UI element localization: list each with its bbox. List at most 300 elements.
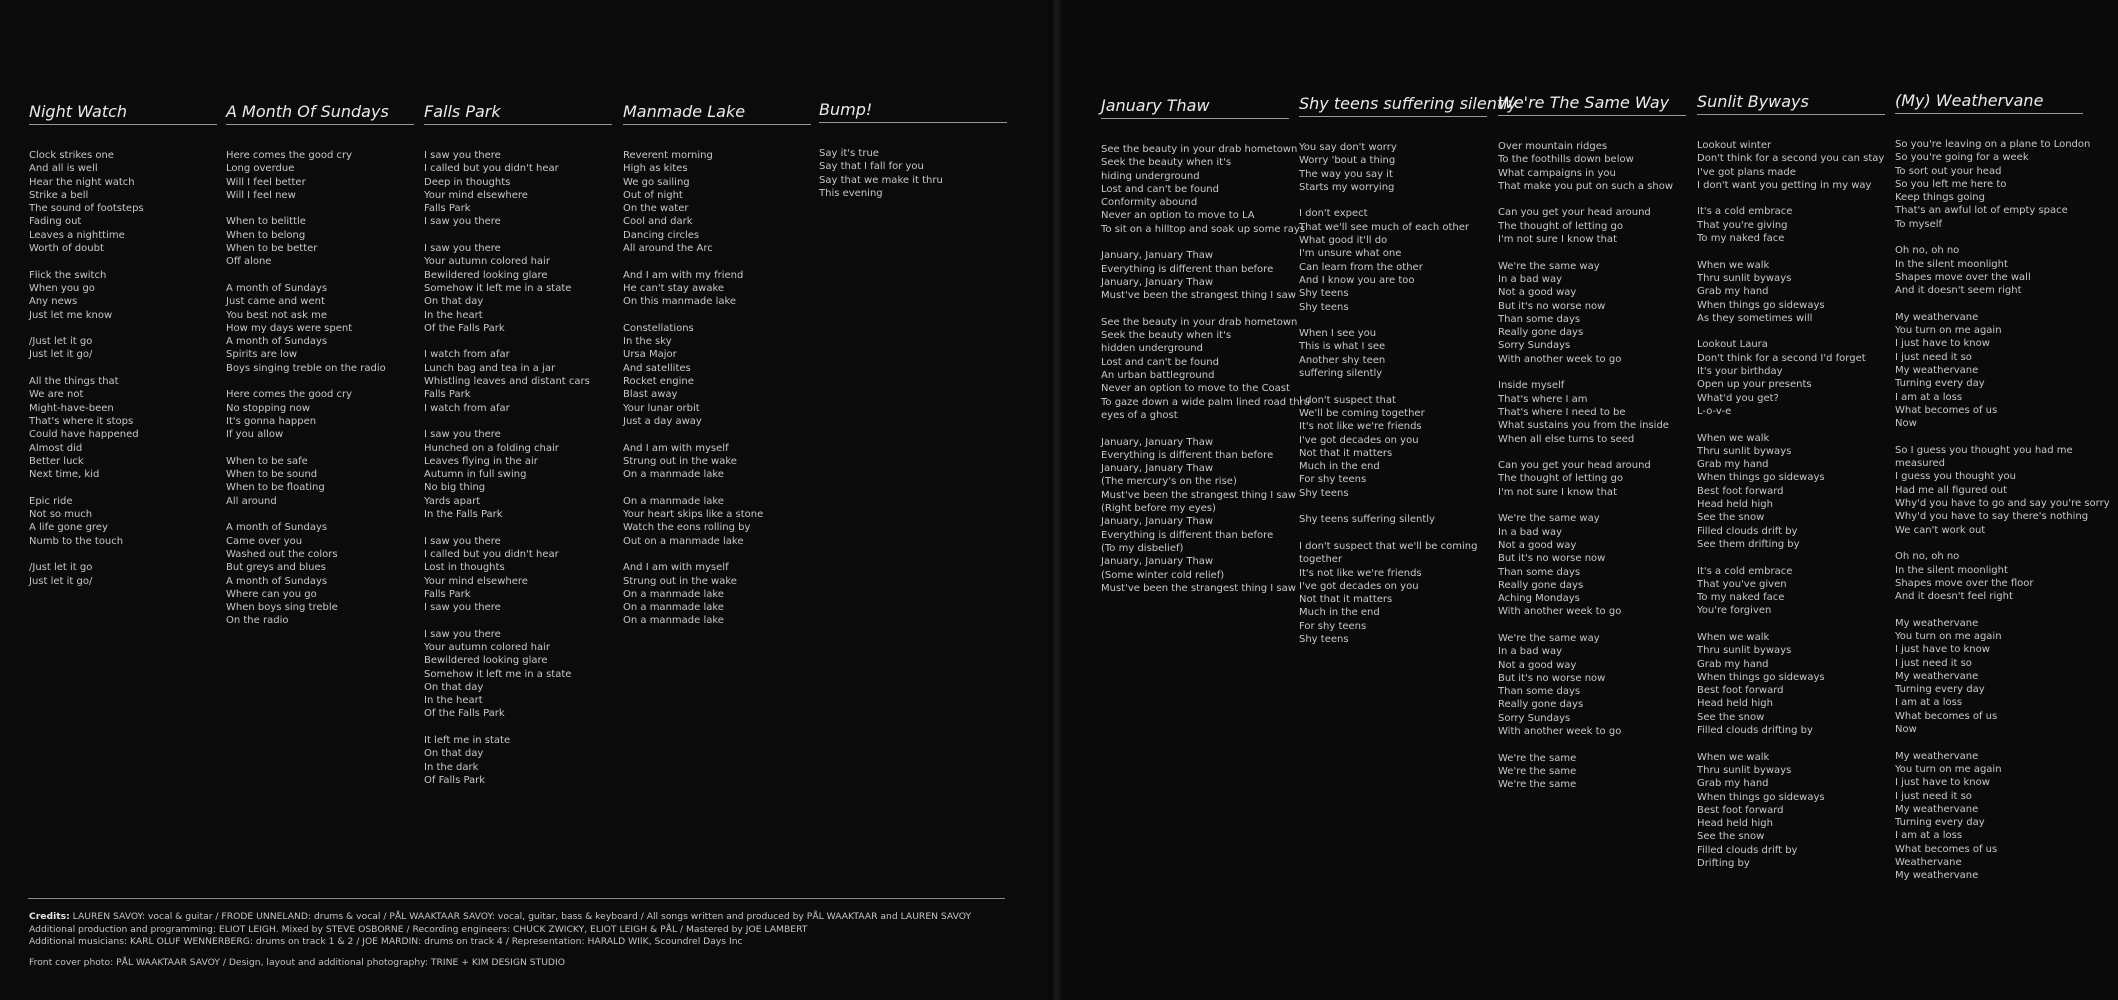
lyric-line: When things go sideways (1697, 791, 1825, 803)
lyric-line: Off alone (226, 256, 272, 268)
lyric-line: High as kites (623, 163, 688, 175)
stanza-break (1299, 500, 1487, 513)
lyric-line: January, January Thaw (1101, 516, 1214, 528)
lyric-line: When to belittle (226, 216, 306, 228)
lyric-line: Falls Park (424, 588, 471, 600)
lyric-line: Say that I fall for you (819, 161, 924, 173)
lyric-line: On this manmade lake (623, 296, 737, 308)
lyric-line: With another week to go (1498, 726, 1622, 738)
lyric-line: What good it'll do (1299, 235, 1388, 247)
lyrics (819, 147, 1007, 200)
lyric-line: Aching Mondays (1498, 593, 1580, 605)
lyric-line: Must've been the strangest thing I saw (1101, 489, 1296, 501)
lyric-line: Shapes move over the floor (1895, 577, 2034, 589)
song-title: Shy teens suffering silently (1299, 94, 1487, 117)
lyric-line: I saw you there (424, 150, 501, 161)
lyric-line: Not so much (29, 509, 93, 521)
lyric-line: eyes of a ghost (1101, 409, 1178, 421)
lyric-line: My weathervane (1895, 670, 1979, 682)
lyric-line: I called but you didn't hear (424, 548, 559, 560)
lyric-line: I don't suspect that we'll be coming (1299, 540, 1478, 552)
stanza-break (623, 255, 811, 268)
song-my-weathervane (1895, 91, 2110, 883)
lyric-line: Not a good way (1498, 539, 1577, 551)
lyric-line: For shy teens (1299, 620, 1367, 632)
lyric-line: Why'd you have to go and say you're sorry (1895, 498, 2110, 510)
lyric-line: I saw you there (424, 628, 501, 640)
lyric-line: Seek the beauty when it's (1101, 157, 1232, 169)
lyric-line: In the silent moonlight (1895, 258, 2008, 270)
stanza-break (1101, 303, 1289, 316)
lyric-line: I don't expect (1299, 208, 1368, 220)
lyric-line: Blast away (623, 389, 678, 401)
lyric-line: Why'd you have to say there's nothing (1895, 511, 2089, 523)
stanza-break (424, 335, 612, 348)
lyric-line: Thru sunlit byways (1697, 445, 1792, 457)
lyric-line: When to be sound (226, 469, 318, 481)
lyric-line: together (1299, 554, 1343, 566)
lyric-line: L-o-v-e (1697, 405, 1732, 417)
lyric-line: When we walk (1697, 259, 1770, 271)
lyric-line: When things go sideways (1697, 671, 1825, 683)
lyric-line: Leaves flying in the air (424, 455, 538, 467)
lyric-line: When you go (29, 282, 95, 294)
lyric-line: When all else turns to seed (1498, 433, 1635, 445)
credits-label: Credits: (29, 911, 70, 922)
lyric-line: When things go sideways (1697, 472, 1825, 484)
lyric-line: It's not like we're friends (1299, 567, 1422, 579)
lyric-line: You say don't worry (1299, 142, 1397, 153)
song-bump (819, 100, 1007, 200)
lyric-line: Falls Park (424, 203, 471, 215)
lyric-line: Ursa Major (623, 349, 677, 361)
lyric-line: That you've given (1697, 578, 1787, 590)
lyric-line: In the heart (424, 309, 483, 321)
lyric-line: I just need it so (1895, 657, 1972, 669)
lyric-line: Lookout Laura (1697, 339, 1768, 351)
song-shy-teens-suffering-silently (1299, 94, 1518, 646)
stanza-break (1697, 551, 1885, 564)
lyric-line: Worth of doubt (29, 243, 104, 255)
lyric-line: I just have to know (1895, 644, 1990, 656)
lyric-line: (To my disbelief) (1101, 542, 1184, 554)
lyric-line: Thru sunlit byways (1697, 645, 1792, 657)
stanza-break (1101, 236, 1289, 249)
lyric-line: That's an awful lot of empty space (1895, 205, 2068, 217)
lyric-line: To my naked face (1697, 233, 1785, 245)
lyric-line: Lost and can't be found (1101, 183, 1219, 195)
lyric-line: Of the Falls Park (424, 322, 505, 334)
lyric-line: I've got decades on you (1299, 434, 1419, 446)
lyric-line: Must've been the strangest thing I saw (1101, 290, 1296, 302)
lyric-line: Thru sunlit byways (1697, 272, 1792, 284)
lyric-line: Lunch bag and tea in a jar (424, 362, 556, 374)
lyric-line: Must've been the strangest thing I saw (1101, 582, 1296, 594)
lyric-line: The thought of letting go (1498, 220, 1623, 232)
lyric-line: And I am with my friend (623, 269, 744, 281)
lyric-line: January, January Thaw (1101, 276, 1214, 288)
lyrics (1895, 138, 2110, 883)
lyric-line: To my naked face (1697, 592, 1785, 604)
lyric-line: In a bad way (1498, 273, 1562, 285)
lyric-line: Watch the eons rolling by (623, 522, 751, 534)
stanza-break (1101, 422, 1289, 435)
lyric-line: And it doesn't seem right (1895, 285, 2022, 297)
lyric-line: hidden underground (1101, 343, 1203, 355)
stanza-break (1895, 603, 2083, 616)
song-were-the-same-way (1498, 93, 1686, 792)
lyric-line: On that day (424, 296, 484, 308)
lyric-line: Turning every day (1895, 378, 1985, 390)
lyric-line: hiding underground (1101, 170, 1200, 182)
lyric-line: So I guess you thought you had me (1895, 444, 2073, 456)
lyric-line: All around the Arc (623, 243, 713, 255)
lyric-line: But it's no worse now (1498, 553, 1606, 565)
lyric-line: Out on a manmade lake (623, 535, 744, 547)
lyric-line: Really gone days (1498, 579, 1584, 591)
lyric-line: (The mercury's on the rise) (1101, 476, 1237, 488)
song-title: Night Watch (29, 102, 217, 125)
stanza-break (1895, 537, 2083, 550)
lyric-line: What sustains you from the inside (1498, 420, 1669, 432)
lyric-line: I just have to know (1895, 777, 1990, 789)
lyric-line: How my days were spent (226, 322, 353, 334)
lyric-line: Will I feel better (226, 176, 306, 188)
lyric-line: Say it's true (819, 148, 879, 159)
lyric-line: I saw you there (424, 216, 501, 228)
lyric-line: Could have happened (29, 429, 139, 441)
lyric-line: On a manmade lake (623, 469, 724, 481)
song-title: (My) Weathervane (1895, 91, 2083, 114)
lyric-line: We're the same (1498, 765, 1577, 777)
lyric-line: Bewildered looking glare (424, 655, 548, 667)
lyric-line: Never an option to move to LA (1101, 210, 1255, 222)
lyric-line: Falls Park (424, 389, 471, 401)
stanza-break (1697, 192, 1885, 205)
stanza-break (1498, 738, 1686, 751)
lyric-line: Bewildered looking glare (424, 269, 548, 281)
lyric-line: My weathervane (1895, 803, 1979, 815)
lyric-line: With another week to go (1498, 606, 1622, 618)
lyric-line: Your autumn colored hair (424, 641, 550, 653)
stanza-break (29, 322, 217, 335)
lyric-line: Hunched on a folding chair (424, 442, 559, 454)
lyric-line: I'm unsure what one (1299, 248, 1402, 260)
lyric-line: I guess you thought you (1895, 471, 2016, 483)
lyric-line: Flick the switch (29, 269, 107, 281)
lyrics (1299, 141, 1487, 646)
song-manmade-lake (623, 102, 811, 628)
right-page (1064, 0, 2118, 1000)
lyric-line: The sound of footsteps (29, 203, 144, 215)
stanza-break (1498, 193, 1686, 206)
lyric-line: We go sailing (623, 176, 690, 188)
stanza-break (424, 521, 612, 534)
lyric-line: When I see you (1299, 328, 1377, 340)
lyric-line: We're the same way (1498, 632, 1600, 644)
lyric-line: A month of Sundays (226, 575, 328, 587)
lyric-line: Autumn in full swing (424, 469, 527, 481)
lyric-line: Lost in thoughts (424, 562, 505, 574)
credits-line-1 (29, 911, 1029, 924)
lyric-line: That's where it stops (29, 415, 134, 427)
lyric-line: A month of Sundays (226, 282, 328, 294)
song-title: January Thaw (1101, 96, 1289, 119)
lyric-line: To gaze down a wide palm lined road thru (1101, 396, 1310, 408)
lyric-line: And all is well (29, 163, 98, 175)
lyric-line: See the snow (1697, 711, 1765, 723)
lyric-line: Not a good way (1498, 287, 1577, 299)
lyric-line: My weathervane (1895, 870, 1979, 882)
lyric-line: On that day (424, 748, 484, 760)
lyric-line: /Just let it go (29, 336, 93, 348)
stanza-break (424, 721, 612, 734)
lyric-line: We can't work out (1895, 524, 1986, 536)
lyric-line: Long overdue (226, 163, 295, 175)
lyric-line: Shy teens (1299, 633, 1349, 645)
lyric-line: I am at a loss (1895, 697, 1963, 709)
lyric-line: On that day (424, 681, 484, 693)
lyrics (1101, 143, 1310, 595)
lyric-line: On a manmade lake (623, 495, 724, 507)
lyric-line: Shy teens (1299, 487, 1349, 499)
stanza-break (1697, 418, 1885, 431)
lyric-line: I am at a loss (1895, 830, 1963, 842)
stanza-break (424, 614, 612, 627)
lyric-line: (Right before my eyes) (1101, 503, 1216, 515)
lyric-line: We're the same (1498, 779, 1577, 791)
stanza-break (1299, 527, 1487, 540)
lyric-line: So you left me here to (1895, 178, 2007, 190)
lyric-line: Sorry Sundays (1498, 340, 1571, 352)
lyric-line: When we walk (1697, 432, 1770, 444)
lyric-line: Another shy teen (1299, 354, 1386, 366)
lyric-line: A month of Sundays (226, 522, 328, 534)
lyric-line: Grab my hand (1697, 658, 1769, 670)
stanza-break (623, 481, 811, 494)
lyric-line: See the beauty in your drab hometown (1101, 144, 1298, 155)
stanza-break (1299, 194, 1487, 207)
lyric-line: I saw you there (424, 243, 501, 255)
lyric-line: Spirits are low (226, 349, 298, 361)
lyric-line: On the water (623, 203, 689, 215)
lyric-line: This is what I see (1299, 341, 1386, 353)
lyric-line: No stopping now (226, 402, 310, 414)
lyric-line: Leaves a nighttime (29, 229, 125, 241)
lyric-line: I've got plans made (1697, 166, 1796, 178)
lyric-line: On a manmade lake (623, 588, 724, 600)
lyric-line: I just have to know (1895, 338, 1990, 350)
lyric-line: Your mind elsewhere (424, 575, 528, 587)
lyric-line: Just let it go/ (29, 575, 93, 587)
lyrics (424, 149, 612, 787)
song-night-watch (29, 102, 217, 588)
stanza-break (226, 375, 414, 388)
stanza-break (1498, 246, 1686, 259)
lyric-line: It's a cold embrace (1697, 206, 1793, 218)
lyric-line: I'm not sure I know that (1498, 234, 1617, 246)
stanza-break (1697, 737, 1885, 750)
stanza-break (29, 255, 217, 268)
lyric-line: I watch from afar (424, 402, 510, 414)
lyric-line: This evening (819, 187, 883, 199)
lyric-line: Worry 'bout a thing (1299, 155, 1396, 167)
lyric-line: Grab my hand (1697, 286, 1769, 298)
lyric-line: We are not (29, 389, 84, 401)
lyric-line: Filled clouds drift by (1697, 844, 1798, 856)
song-title: A Month Of Sundays (226, 102, 414, 125)
stanza-break (1895, 298, 2083, 311)
lyric-line: To sort out your head (1895, 165, 2002, 177)
lyric-line: Shy teens suffering silently (1299, 514, 1435, 526)
lyric-line: Say that we make it thru (819, 174, 943, 186)
lyric-line: Keep things going (1895, 192, 1985, 204)
lyric-line: Than some days (1498, 313, 1581, 325)
lyric-line: Best foot forward (1697, 804, 1784, 816)
lyric-line: And I am with myself (623, 442, 729, 454)
lyric-line: Thru sunlit byways (1697, 764, 1792, 776)
lyric-line: measured (1895, 458, 1945, 470)
lyric-line: Out of night (623, 189, 683, 201)
lyric-line: suffering silently (1299, 368, 1383, 380)
lyric-line: Of Falls Park (424, 774, 486, 786)
credits-gap (29, 949, 1029, 957)
lyric-line: Of the Falls Park (424, 708, 505, 720)
lyric-line: Can you get your head around (1498, 460, 1651, 472)
lyric-line: You turn on me again (1895, 763, 2002, 775)
lyric-line: We're the same way (1498, 260, 1600, 272)
lyric-line: Fading out (29, 216, 82, 228)
lyric-line: When to be safe (226, 455, 308, 467)
lyric-line: Grab my hand (1697, 459, 1769, 471)
lyric-line: It's gonna happen (226, 415, 317, 427)
lyric-line: When to be better (226, 243, 318, 255)
song-january-thaw (1101, 96, 1310, 595)
lyric-line: I just need it so (1895, 351, 1972, 363)
lyric-line: Almost did (29, 442, 83, 454)
lyric-line: What becomes of us (1895, 404, 1998, 416)
lyric-line: January, January Thaw (1101, 556, 1214, 568)
lyric-line: With another week to go (1498, 353, 1622, 365)
lyric-line: On a manmade lake (623, 615, 724, 627)
lyric-line: But greys and blues (226, 562, 326, 574)
lyric-line: I saw you there (424, 602, 501, 614)
lyric-line: Lookout winter (1697, 140, 1772, 151)
lyric-line: Here comes the good cry (226, 150, 353, 161)
lyric-line: Starts my worrying (1299, 181, 1395, 193)
lyric-line: When we walk (1697, 751, 1770, 763)
song-falls-park (424, 102, 612, 787)
lyric-line: Everything is different than before (1101, 529, 1274, 541)
lyric-line: I am at a loss (1895, 391, 1963, 403)
song-title: Manmade Lake (623, 102, 811, 125)
lyric-line: An urban battleground (1101, 370, 1215, 382)
lyric-line: Oh no, oh no (1895, 245, 1960, 257)
lyric-line: Best foot forward (1697, 485, 1784, 497)
stanza-break (226, 269, 414, 282)
stanza-break (226, 442, 414, 455)
stanza-break (1299, 380, 1487, 393)
lyric-line: Your autumn colored hair (424, 256, 550, 268)
lyric-line: And I am with myself (623, 562, 729, 574)
lyric-line: Yards apart (424, 495, 481, 507)
lyric-line: Not that it matters (1299, 447, 1393, 459)
lyric-line: Just let it go/ (29, 349, 93, 361)
lyric-line: See them drifting by (1697, 538, 1800, 550)
lyric-line: Not that it matters (1299, 594, 1393, 606)
lyric-line: Constellations (623, 322, 694, 334)
lyric-line: And it doesn't feel right (1895, 591, 2013, 603)
lyric-line: Much in the end (1299, 461, 1380, 473)
lyric-line: So you're leaving on a plane to London (1895, 139, 2091, 150)
lyric-line: My weathervane (1895, 365, 1979, 377)
lyric-line: (Some winter cold relief) (1101, 569, 1225, 581)
lyric-line: You best not ask me (226, 309, 327, 321)
lyric-line: When things go sideways (1697, 299, 1825, 311)
lyric-line: I saw you there (424, 429, 501, 441)
lyric-line: Filled clouds drift by (1697, 525, 1798, 537)
lyric-line: Numb to the touch (29, 535, 124, 547)
lyric-line: It's not like we're friends (1299, 421, 1422, 433)
stanza-break (623, 309, 811, 322)
lyric-line: He can't stay awake (623, 282, 725, 294)
lyric-line: Deep in thoughts (424, 176, 511, 188)
lyric-line: The way you say it (1299, 168, 1393, 180)
lyric-line: Head held high (1697, 698, 1773, 710)
credits-block (29, 911, 1029, 969)
lyric-line: So you're going for a week (1895, 152, 2029, 164)
lyric-line: Strung out in the wake (623, 575, 737, 587)
lyric-line: See the snow (1697, 831, 1765, 843)
lyric-line: Here comes the good cry (226, 389, 353, 401)
stanza-break (29, 362, 217, 375)
booklet-spine (1050, 0, 1064, 1000)
lyric-line: Strike a bell (29, 189, 89, 201)
lyric-line: Somehow it left me in a state (424, 282, 572, 294)
lyric-line: And satellites (623, 362, 691, 374)
stanza-break (1498, 366, 1686, 379)
song-title: Bump! (819, 100, 1007, 123)
lyric-line: Drifting by (1697, 858, 1750, 870)
stanza-break (623, 548, 811, 561)
lyric-line: In a bad way (1498, 526, 1562, 538)
lyric-line: That's where I need to be (1498, 406, 1626, 418)
stanza-break (1697, 325, 1885, 338)
lyric-line: That make you put on such a show (1498, 180, 1673, 192)
lyric-line: I called but you didn't hear (424, 163, 559, 175)
stanza-break (1895, 736, 2083, 749)
lyric-line: Really gone days (1498, 699, 1584, 711)
lyric-line: A life gone grey (29, 522, 108, 534)
lyric-line: Dancing circles (623, 229, 700, 241)
lyric-line: Head held high (1697, 499, 1773, 511)
stanza-break (424, 229, 612, 242)
lyric-line: What'd you get? (1697, 392, 1779, 404)
lyric-line: Shapes move over the wall (1895, 271, 2031, 283)
lyric-line: Just let me know (29, 309, 113, 321)
lyric-line: Now (1895, 418, 1917, 430)
lyric-line: In the Falls Park (424, 509, 503, 521)
lyric-line: Never an option to move to the Coast (1101, 383, 1290, 395)
lyric-line: That you're giving (1697, 219, 1788, 231)
lyric-line: Open up your presents (1697, 379, 1812, 391)
lyric-line: I'm not sure I know that (1498, 486, 1617, 498)
lyric-line: Filled clouds drifting by (1697, 725, 1813, 737)
lyric-line: Will I feel new (226, 189, 296, 201)
lyric-line: Had me all figured out (1895, 484, 2008, 496)
lyric-line: Sorry Sundays (1498, 712, 1571, 724)
lyric-line: We're the same (1498, 752, 1577, 764)
